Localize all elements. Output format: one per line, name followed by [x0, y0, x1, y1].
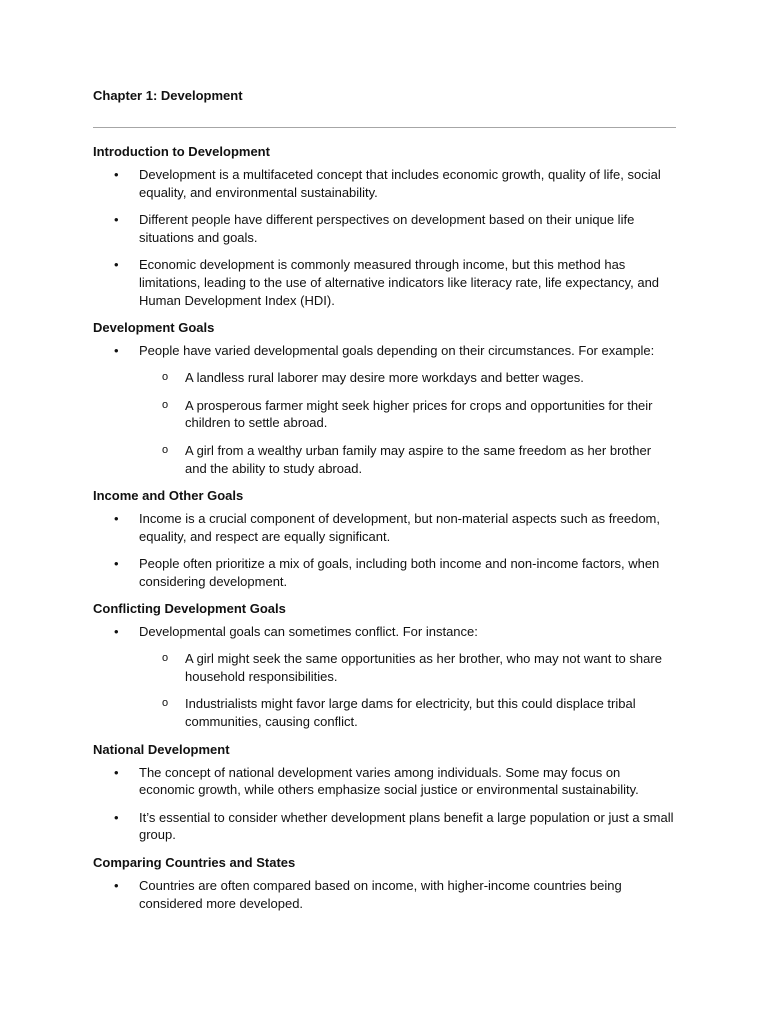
bullet-list	[93, 764, 676, 845]
bullet-list	[93, 342, 676, 477]
circle-bullet-icon: o	[162, 652, 169, 665]
bullet-icon: •	[114, 167, 119, 182]
list-item	[93, 166, 676, 202]
bullet-icon: •	[114, 212, 119, 228]
list-item-text: Economic development is commonly measured through income, but this method has limitations, leading to the use of alternative indicators like literacy rate, life expectancy, and Human Development Index (HDI).	[139, 257, 660, 308]
list-item-text: Different people have different perspectives on development based on their unique life situations and goals.	[139, 212, 635, 245]
sub-list-item	[139, 695, 676, 731]
sub-list-item	[139, 650, 676, 686]
list-item	[93, 877, 676, 913]
list-item-text: It’s essential to consider whether development plans benefit a large population or just a small group.	[139, 809, 674, 843]
section-heading: Development Goals	[93, 320, 215, 336]
list-item	[93, 809, 676, 845]
bullet-icon: •	[114, 555, 119, 571]
list-item-text: Income is a crucial component of development, but non-material aspects such as freedom, equality, and respect are equally significant.	[139, 510, 660, 544]
bullet-icon: •	[114, 343, 119, 359]
circle-bullet-icon: o	[162, 443, 169, 456]
sub-list-item-text: A prosperous farmer might seek higher prices for crops and opportunities for their children to settle abroad.	[185, 397, 653, 431]
title-divider	[93, 127, 676, 128]
sub-bullet-list	[139, 369, 676, 477]
bullet-list	[93, 877, 676, 913]
list-item-text: Developmental goals can sometimes conflict. For instance:	[139, 624, 478, 640]
bullet-icon: •	[114, 510, 119, 526]
list-item-text: People have varied developmental goals depending on their circumstances. For example:	[139, 343, 655, 359]
sub-list-item-text: A girl might seek the same opportunities as her brother, who may not want to share household responsibilities.	[185, 651, 662, 685]
sub-list-item-text: A girl from a wealthy urban family may aspire to the same freedom as her brother and the ability to study abroad.	[185, 442, 652, 476]
sub-list-item	[139, 397, 676, 433]
list-item-text: Countries are often compared based on income, with higher-income countries being considered more developed.	[139, 877, 622, 911]
sub-list-item-text: A landless rural laborer may desire more workdays and better wages.	[185, 370, 584, 386]
document-body	[93, 143, 676, 912]
list-item-text: The concept of national development varies among individuals. Some may focus on economic growth, while others emphasize social justice or environmental sustainability.	[139, 764, 639, 798]
circle-bullet-icon: o	[162, 371, 169, 384]
sub-bullet-list	[139, 650, 676, 731]
section-heading: Comparing Countries and States	[93, 854, 296, 870]
chapter-title: Chapter 1: Development	[93, 88, 243, 103]
document-page	[93, 88, 676, 922]
list-item-text: People often prioritize a mix of goals, including both income and non-income factors, when considering development.	[139, 555, 660, 589]
section-heading: Introduction to Development	[93, 144, 270, 159]
bullet-icon: •	[114, 877, 119, 893]
list-item	[93, 555, 676, 591]
bullet-icon: •	[114, 809, 119, 825]
bullet-list	[93, 166, 676, 310]
circle-bullet-icon: o	[162, 697, 169, 710]
section-heading: Conflicting Development Goals	[93, 601, 286, 617]
list-item-text: Development is a multifaceted concept that includes economic growth, quality of life, social equality, and environmental sustainability.	[139, 167, 661, 200]
circle-bullet-icon: o	[162, 398, 169, 411]
sub-list-item	[139, 369, 676, 387]
sub-list-item-text: Industrialists might favor large dams for electricity, but this could displace tribal communities, causing conflict.	[185, 696, 636, 730]
list-item	[93, 764, 676, 800]
list-item	[93, 510, 676, 546]
bullet-icon: •	[114, 764, 119, 780]
list-item	[93, 342, 676, 477]
sub-list-item	[139, 442, 676, 478]
section-heading: Income and Other Goals	[93, 487, 244, 503]
list-item	[93, 211, 676, 247]
bullet-list	[93, 510, 676, 591]
section-heading: National Development	[93, 741, 230, 757]
bullet-icon: •	[114, 624, 119, 640]
list-item	[93, 256, 676, 309]
list-item	[93, 623, 676, 731]
bullet-icon: •	[114, 257, 119, 273]
bullet-list	[93, 623, 676, 731]
